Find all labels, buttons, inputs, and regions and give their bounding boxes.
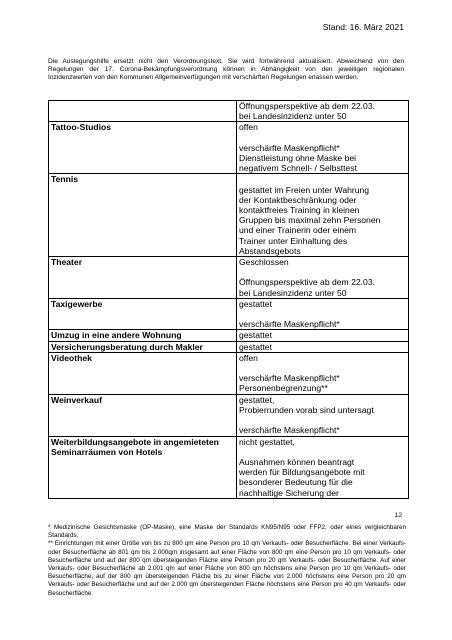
category-cell: Theater [49,257,237,299]
regulation-cell [237,394,409,436]
regulation-cell [237,298,409,330]
regulation-line: gestattet [239,341,272,352]
category-cell [49,101,237,122]
regulation-line: nicht gestattet, [239,436,295,447]
regulation-line: gestattet [239,298,272,309]
category-cell: Versicherungsberatung durch Makler [49,341,237,352]
regulation-line [239,133,406,143]
regulation-line: besonderer Bedeutung für die [239,477,353,488]
regulation-line [239,267,406,277]
footnote-mask: * Medizinische Gesichtsmaske (OP-Maske), eine Maske der Standards KN95/N95 oder FFP2, oder eines vergleichbaren Standards. [48,524,406,540]
table-row [49,352,409,394]
regulation-line: Öffnungsperspektive ab dem 22.03. [239,101,375,111]
regulation-line: gestattet, [239,394,275,405]
category-cell: Taxigewerbe [49,298,237,330]
regulation-cell [237,330,409,341]
page-number: 12 [394,512,402,519]
category-cell: Tattoo-Studios [49,122,237,174]
regulation-line: Gruppen bis maximal zehn Personen [239,215,381,226]
category-cell: Tennis [49,174,237,257]
regulation-line: Trainer unter Einhaltung des [239,235,348,246]
footnote-person-limit: ** Einrichtungen mit einer Größe von bis zu 800 qm eine Person pro 10 qm Verkaufs- oder Besucherfläche. Bei einer Verkaufs- oder Besucherfläche ab 801 qm bis 2.000qm insgesamt auf einer Fläche von 800 qm eine Person pro 10 qm Verkaufs- oder Besucherfläche und auf der 800 qm übersteigenden Fläche eine Person pro 20 qm Verkaufs- oder Besucherfläche. Auf einer Verkaufs- oder Besucherfläche ab 2.001 qm auf einer Fläche von 800 qm höchstens eine Person pro 10 qm Verkaufs- oder Besucherfläche, auf der 800 qm übersteigenden Fläche bis zu einer Fläche von 2.000 höchstens eine Person pro 20 qm Verkaufs- oder Besucherfläche und auf der 2.000 qm übersteigenden Fläche höchstens eine Person pro 40 qm Verkaufs- oder Besucherfläche. [48,540,406,597]
regulation-line: bei Landesinzidenz unter 50 [239,287,347,298]
regulation-line: verschärfte Maskenpflicht* [239,319,340,330]
regulation-cell [237,174,409,257]
regulation-cell [237,341,409,352]
table-row [49,394,409,436]
category-cell: Weiterbildungsangebote in angemieteten Seminarräumen von Hotels [49,436,237,498]
regulation-line: Geschlossen [239,257,289,268]
category-cell: Videothek [49,352,237,394]
table-row [49,101,409,122]
footnotes [48,524,406,598]
category-cell: Weinverkauf [49,394,237,436]
regulation-line [239,363,406,373]
regulation-line: werden für Bildungsangebote mit [239,467,365,478]
regulation-line: offen [239,122,258,133]
regulation-line: Ausnahmen können beantragt [239,456,355,467]
regulation-line: Dienstleistung ohne Maske bei [239,153,357,164]
regulation-line [239,309,406,319]
table-row [49,122,409,174]
regulation-line: Öffnungsperspektive ab dem 22.03. [239,277,375,288]
regulation-line: bei Landesinzidenz unter 50 [239,111,347,122]
regulation-line [239,415,406,425]
regulation-line: nachhaltige Sicherung der [239,487,339,498]
regulation-line [239,447,406,457]
regulation-cell [237,436,409,498]
date-stamp: Stand: 16. März 2021 [322,22,404,32]
regulation-cell [237,122,409,174]
regulation-line: gestattet [239,330,272,341]
regulation-line: der Kontaktbeschränkung oder [239,194,357,205]
regulation-line: Abstandsgebots [239,245,301,256]
regulation-line: verschärfte Maskenpflicht* [239,425,340,436]
rules-table [48,100,409,499]
table-row [49,330,409,341]
regulation-line: gestattet im Freien unter Wahrung [239,184,370,195]
regulation-line: kontaktfreies Training in kleinen [239,205,360,216]
regulation-line: offen [239,352,258,363]
regulation-line: Probierrunden vorab sind untersagt [239,404,374,415]
regulation-line: Personenbegrenzung** [239,383,328,394]
regulation-line [239,174,406,184]
regulation-line: und einer Trainerin oder einem [239,225,357,236]
regulation-cell [237,101,409,122]
regulation-cell [237,257,409,299]
table-row [49,341,409,352]
table-row [49,298,409,330]
regulation-line: verschärfte Maskenpflicht* [239,142,340,153]
table-row [49,436,409,498]
table-row [49,174,409,257]
table-row [49,257,409,299]
regulation-line: verschärfte Maskenpflicht* [239,373,340,384]
regulation-line: negativem Schnell- / Selbsttest [239,163,357,174]
category-cell: Umzug in eine andere Wohnung [49,330,237,341]
regulation-cell [237,352,409,394]
disclaimer-text: Die Auslegungshilfe ersetzt nicht den Verordnungstext. Sie wird fortwährend aktualisiert. Abweichend von den Regelungen der 17. Corona-Bekämpfungsverordnung können in Abhängigkeit von den jeweiligen regionalen Inzidenzwerten von den Kommunen Allgemeinverfügungen mit verschärften Regelungen erlassen werden. [48,58,404,82]
